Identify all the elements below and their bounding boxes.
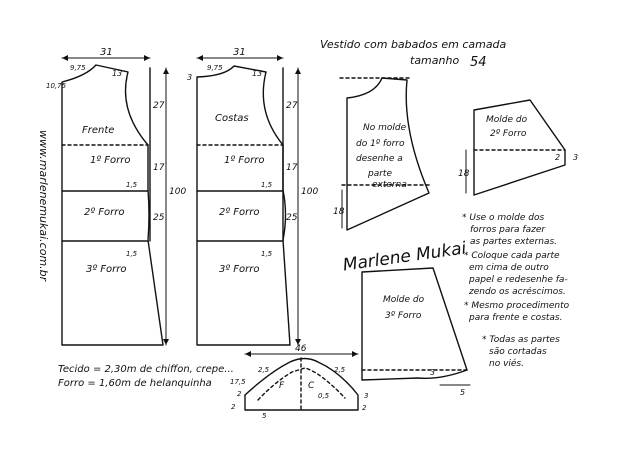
front-piece [62, 58, 166, 345]
sleeve-m5: 5 [262, 412, 267, 420]
lining1-text3: desenhe a [356, 154, 403, 164]
sleeve-m05: 0,5 [318, 392, 330, 400]
signature: Marlene Mukai [341, 238, 468, 276]
arrowhead [277, 55, 283, 61]
note-line: em cima de outro [469, 263, 549, 273]
arrowhead [144, 55, 150, 61]
lining3-piece [362, 268, 470, 385]
sleeve-m2a: 2 [237, 390, 242, 398]
lining3-outline [362, 268, 467, 380]
arrowhead [163, 339, 169, 345]
sleeve-m2c: 2 [362, 404, 367, 412]
lining1-m18: 18 [333, 207, 345, 217]
front-lining2-label: 2º Forro [84, 207, 125, 218]
arrowheads [62, 55, 358, 357]
sleeve-m3: 3 [364, 392, 369, 400]
note-line: * Use o molde dos [462, 213, 545, 223]
lining1-text4: parte [368, 169, 392, 179]
sleeve-front-label: F [279, 381, 285, 391]
front-m15b: 1,5 [126, 250, 138, 258]
front-m25: 25 [153, 213, 165, 223]
lining2-text2: 2º Forro [490, 129, 527, 139]
notes [462, 213, 570, 369]
front-width-label: 31 [100, 47, 113, 58]
front-neck-width: 9,75 [70, 64, 86, 72]
back-outline [197, 66, 290, 345]
arrowhead [62, 55, 68, 61]
back-m17: 17 [286, 163, 298, 173]
back-lining2-label: 2º Forro [219, 207, 260, 218]
note-line: * Coloque cada parte [464, 251, 560, 261]
front-lining1-label: 1º Forro [90, 155, 131, 166]
back-m15a: 1,5 [261, 181, 273, 189]
back-lining1-label: 1º Forro [224, 155, 265, 166]
arrowhead [352, 351, 358, 357]
front-outline [62, 65, 163, 345]
note-line: para frente e costas. [469, 313, 563, 323]
lining1-text2: do 1º forro [356, 139, 405, 149]
sleeve-m25-left: 2,5 [258, 366, 270, 374]
title-size: 54 [470, 55, 487, 70]
back-width-label: 31 [233, 47, 246, 58]
lining1-text5: externa [372, 180, 407, 190]
lining2-text1: Molde do [486, 115, 528, 125]
note-line: papel e redesenhe fa- [469, 275, 568, 285]
note-line: no viés. [489, 359, 524, 369]
back-neck-depth: 3 [187, 73, 193, 82]
sleeve-m2b: 2 [231, 403, 236, 411]
back-m25: 25 [286, 213, 298, 223]
lining1-text1: No molde [363, 123, 407, 133]
back-m27: 27 [286, 101, 298, 111]
front-lining3-label: 3º Forro [86, 264, 127, 275]
lining2-m18: 18 [458, 169, 470, 179]
title-line2: tamanho [410, 54, 460, 67]
note-line: zendo os acréscimos. [469, 287, 566, 297]
sleeve-width: 46 [295, 344, 307, 354]
front-m27: 27 [153, 101, 165, 111]
sleeve-m175: 17,5 [230, 378, 246, 386]
note-line: são cortadas [489, 347, 547, 357]
back-lining3-label: 3º Forro [219, 264, 260, 275]
note-line: as partes externas. [470, 237, 558, 247]
arrowhead [197, 55, 203, 61]
note-line: * Todas as partes [482, 335, 560, 345]
website-text: www.marlenemukai.com.br [37, 130, 50, 282]
front-label: Frente [82, 125, 115, 136]
front-m15a: 1,5 [126, 181, 138, 189]
sleeve-back-label: C [308, 381, 315, 391]
back-total: 100 [301, 187, 319, 197]
sleeve-piece [245, 354, 358, 410]
front-neck-depth: 10,75 [46, 82, 67, 90]
note-line: * Mesmo procedimento [464, 301, 570, 311]
lining3-text2: 3º Forro [385, 311, 422, 321]
back-neck-width: 9,75 [207, 64, 223, 72]
front-total: 100 [169, 187, 187, 197]
fabric-line2: Forro = 1,60m de helanquinha [58, 378, 212, 389]
arrowhead [163, 68, 169, 74]
lining3-m3: 3 [430, 368, 436, 377]
back-label: Costas [215, 113, 249, 124]
note-line: forros para fazer [470, 225, 546, 235]
lining3-text1: Molde do [383, 295, 425, 305]
lining2-m3: 3 [573, 153, 579, 162]
lining2-m2: 2 [555, 153, 561, 162]
lining3-m5: 5 [460, 388, 466, 397]
arrowhead [245, 351, 251, 357]
back-m15b: 1,5 [261, 250, 273, 258]
title-line1: Vestido com babados em camada [320, 38, 507, 51]
front-m17: 17 [153, 163, 165, 173]
arrowhead [295, 68, 301, 74]
fabric-line1: Tecido = 2,30m de chiffon, crepe... [58, 364, 234, 375]
front-shoulder: 13 [112, 69, 123, 78]
back-piece [197, 58, 298, 345]
back-shoulder: 13 [252, 69, 263, 78]
sleeve-m25-right: 2,5 [334, 366, 346, 374]
